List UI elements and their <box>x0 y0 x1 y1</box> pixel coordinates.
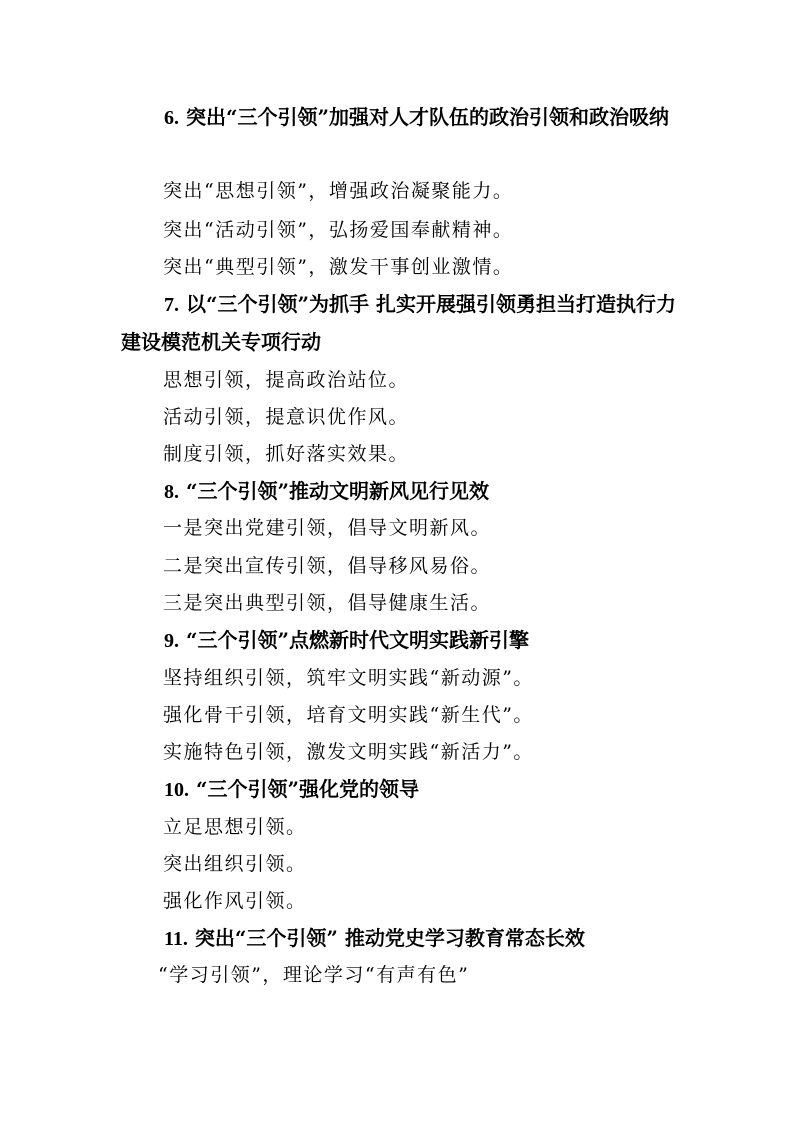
section-item: 实施特色引领，激发文明实践“新活力”。 <box>163 741 534 763</box>
section-title: “三个引领”推动文明新风见行见效 <box>185 479 489 503</box>
section-item: 制度引领，抓好落实效果。 <box>163 443 410 465</box>
section-title: “三个引领”强化党的领导 <box>195 777 419 801</box>
section-title: “三个引领”点燃新时代文明实践新引擎 <box>185 628 529 652</box>
section-title: 突出“三个引领”加强对人才队伍的政治引领和政治吸纳 <box>185 105 669 129</box>
section-item: 突出“思想引领”，增强政治凝聚能力。 <box>163 180 514 202</box>
section-item: “学习引领”，理论学习“有声有色” <box>158 964 470 986</box>
section-heading-11 <box>121 920 681 958</box>
section-number: 11. <box>164 928 188 950</box>
section-item: 活动引领，提意识优作风。 <box>163 406 410 428</box>
section-number: 8. <box>164 481 179 503</box>
section-heading-8 <box>121 473 681 511</box>
section-number: 9. <box>164 630 179 652</box>
section-title: 以“三个引领”为抓手 扎实开展强引领勇担当打造执行力建设模范机关专项行动 <box>121 292 676 354</box>
section-heading-10 <box>121 771 681 809</box>
section-item: 突出“活动引领”，弘扬爱国奉献精神。 <box>163 219 514 241</box>
section-number: 7. <box>164 294 179 316</box>
section-item: 强化作风引领。 <box>163 890 307 912</box>
section-item: 思想引领，提高政治站位。 <box>163 369 410 391</box>
section-heading-7 <box>121 286 681 361</box>
section-number: 10. <box>164 779 189 801</box>
section-item: 突出组织引领。 <box>163 853 307 875</box>
section-item: 坚持组织引领，筑牢文明实践“新动源”。 <box>163 667 534 689</box>
section-item: 立足思想引领。 <box>163 816 307 838</box>
section-item: 强化骨干引领，培育文明实践“新生代”。 <box>163 704 534 726</box>
section-item: 一是突出党建引领，倡导文明新风。 <box>163 517 492 539</box>
section-heading-9 <box>121 622 681 660</box>
section-item: 突出“典型引领”，激发干事创业激情。 <box>163 256 514 278</box>
section-heading-6 <box>121 99 681 137</box>
section-item: 三是突出典型引领，倡导健康生活。 <box>163 592 492 614</box>
section-title: 突出“三个引领” 推动党史学习教育常态长效 <box>194 926 585 950</box>
section-number: 6. <box>164 107 179 129</box>
section-item: 二是突出宣传引领，倡导移风易俗。 <box>163 555 492 577</box>
